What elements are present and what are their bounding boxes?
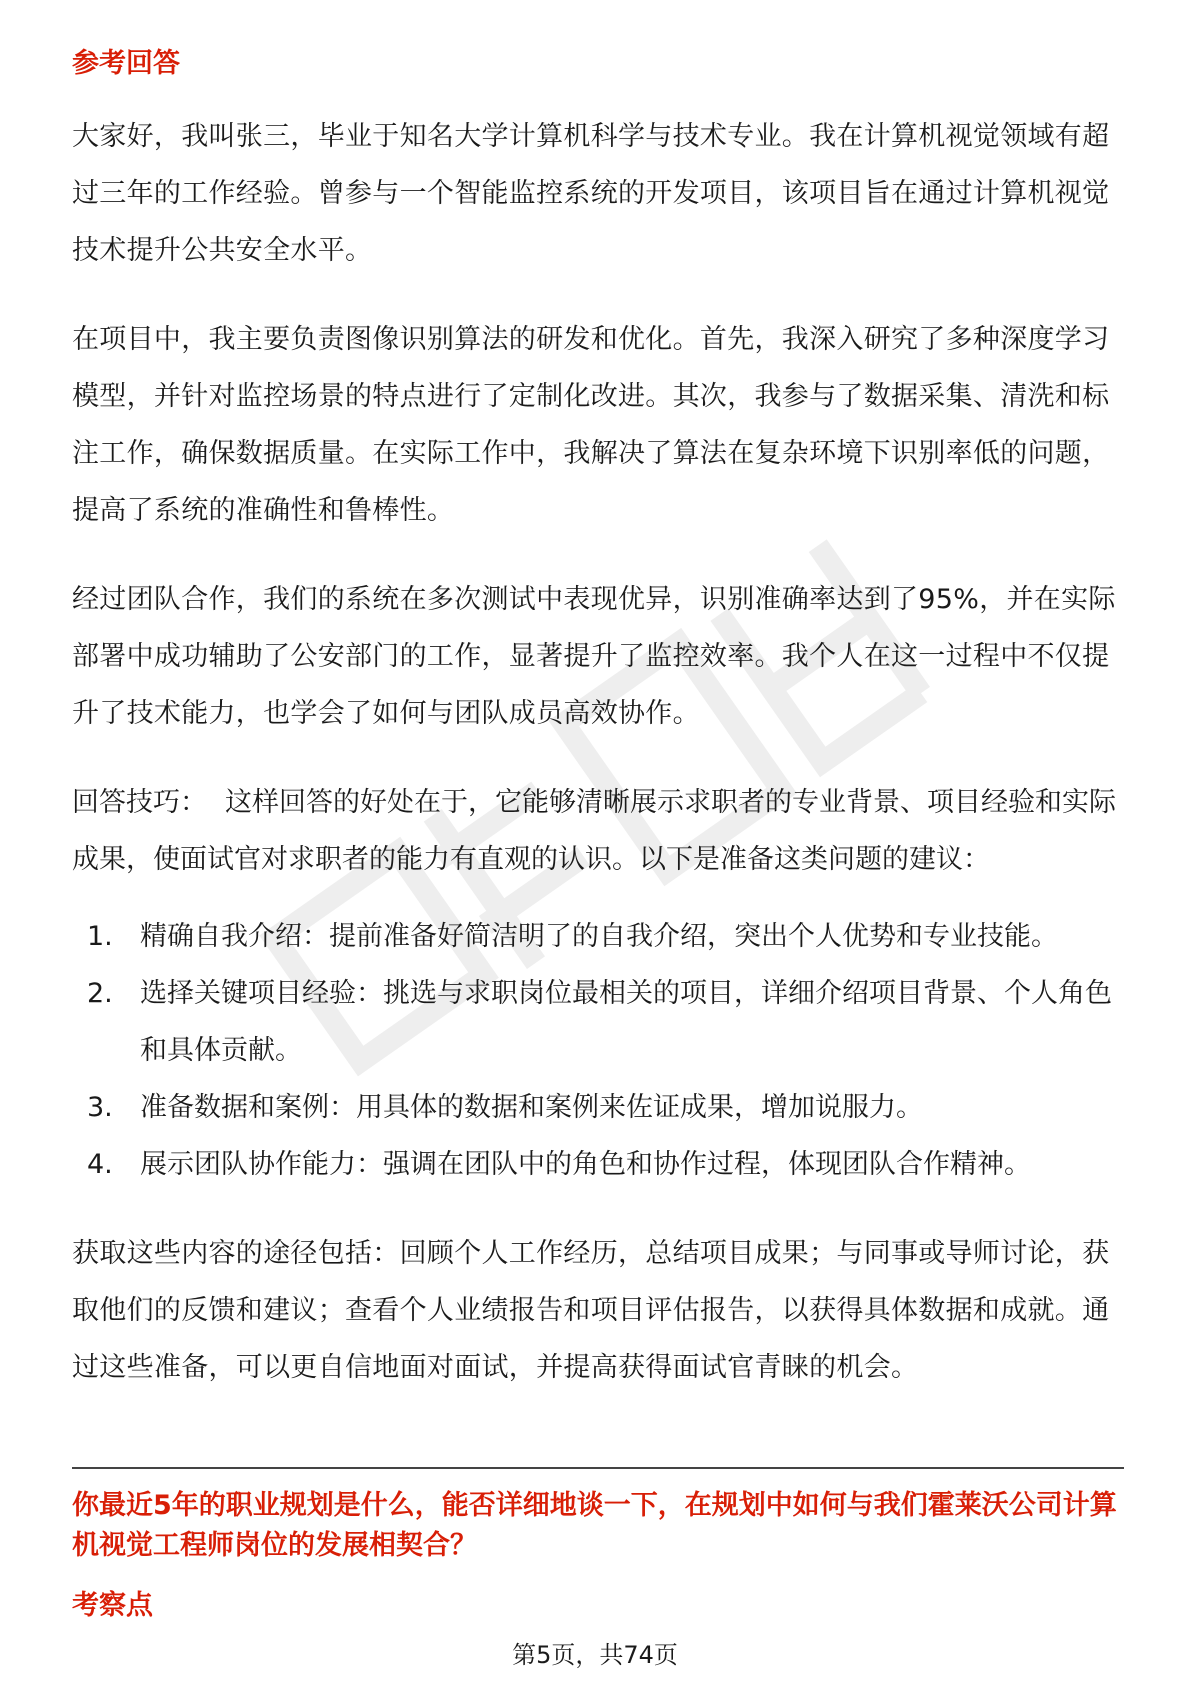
next-question-heading: 你最近5年的职业规划是什么，能否详细地谈一下，在规划中如何与我们霍莱沃公司计算机视觉工程师岗位的发展相契合？ [72,1490,1117,1561]
list-item-text: 准备数据和案例：用具体的数据和案例来佐证成果，增加说服力。 [140,1092,923,1123]
tips-list [72,908,1124,1193]
list-item-number: 4. [87,1149,113,1180]
closing-paragraph: 获取这些内容的途径包括：回顾个人工作经历，总结项目成果；与同事或导师讨论，获取他们的反馈和建议；查看个人业绩报告和项目评估报告，以获得具体数据和成就。通过这些准备，可以更自信地面对面试，并提高获得面试官青睐的机会。 [72,1238,1110,1383]
list-item [72,908,1124,965]
list-item [72,1079,1124,1136]
list-item-number: 2. [87,978,113,1009]
tips-paragraph [72,774,1124,888]
tips-text: 这样回答的好处在于，它能够清晰展示求职者的专业背景、项目经验和实际成果，使面试官对求职者的能力有直观的认识。以下是准备这类问题的建议： [72,787,1116,875]
intro-paragraph-3: 经过团队合作，我们的系统在多次测试中表现优异，识别准确率达到了95%，并在实际部署中成功辅助了公安部门的工作，显著提升了监控效率。我个人在这一过程中不仅提升了技术能力，也学会了如何与团队成员高效协作。 [72,584,1116,729]
next-section-title: 考察点 [72,1590,153,1621]
list-item [72,1136,1124,1193]
tips-label: 回答技巧： [72,787,207,818]
document-body [72,44,1124,1396]
page-number-footer: 第5页，共74页 [512,1641,678,1669]
list-item-number: 3. [87,1092,113,1123]
section-divider [72,1467,1124,1469]
section-title: 参考回答 [72,48,180,79]
list-item-text: 展示团队协作能力：强调在团队中的角色和协作过程，体现团队合作精神。 [140,1149,1031,1180]
list-item-number: 1. [87,921,113,952]
list-item-text: 精确自我介绍：提前准备好简洁明了的自我介绍，突出个人优势和专业技能。 [140,921,1058,952]
intro-paragraph-2: 在项目中，我主要负责图像识别算法的研发和优化。首先，我深入研究了多种深度学习模型，并针对监控场景的特点进行了定制化改进。其次，我参与了数据采集、清洗和标注工作，确保数据质量。在实际工作中，我解决了算法在复杂环境下识别率低的问题，提高了系统的准确性和鲁棒性。 [72,324,1110,526]
list-item [72,965,1124,1079]
intro-paragraph-1: 大家好，我叫张三，毕业于知名大学计算机科学与技术专业。我在计算机视觉领域有超过三年的工作经验。曾参与一个智能监控系统的开发项目，该项目旨在通过计算机视觉技术提升公共安全水平。 [72,121,1110,266]
list-item-text: 选择关键项目经验：挑选与求职岗位最相关的项目，详细介绍项目背景、个人角色和具体贡献。 [140,978,1112,1066]
